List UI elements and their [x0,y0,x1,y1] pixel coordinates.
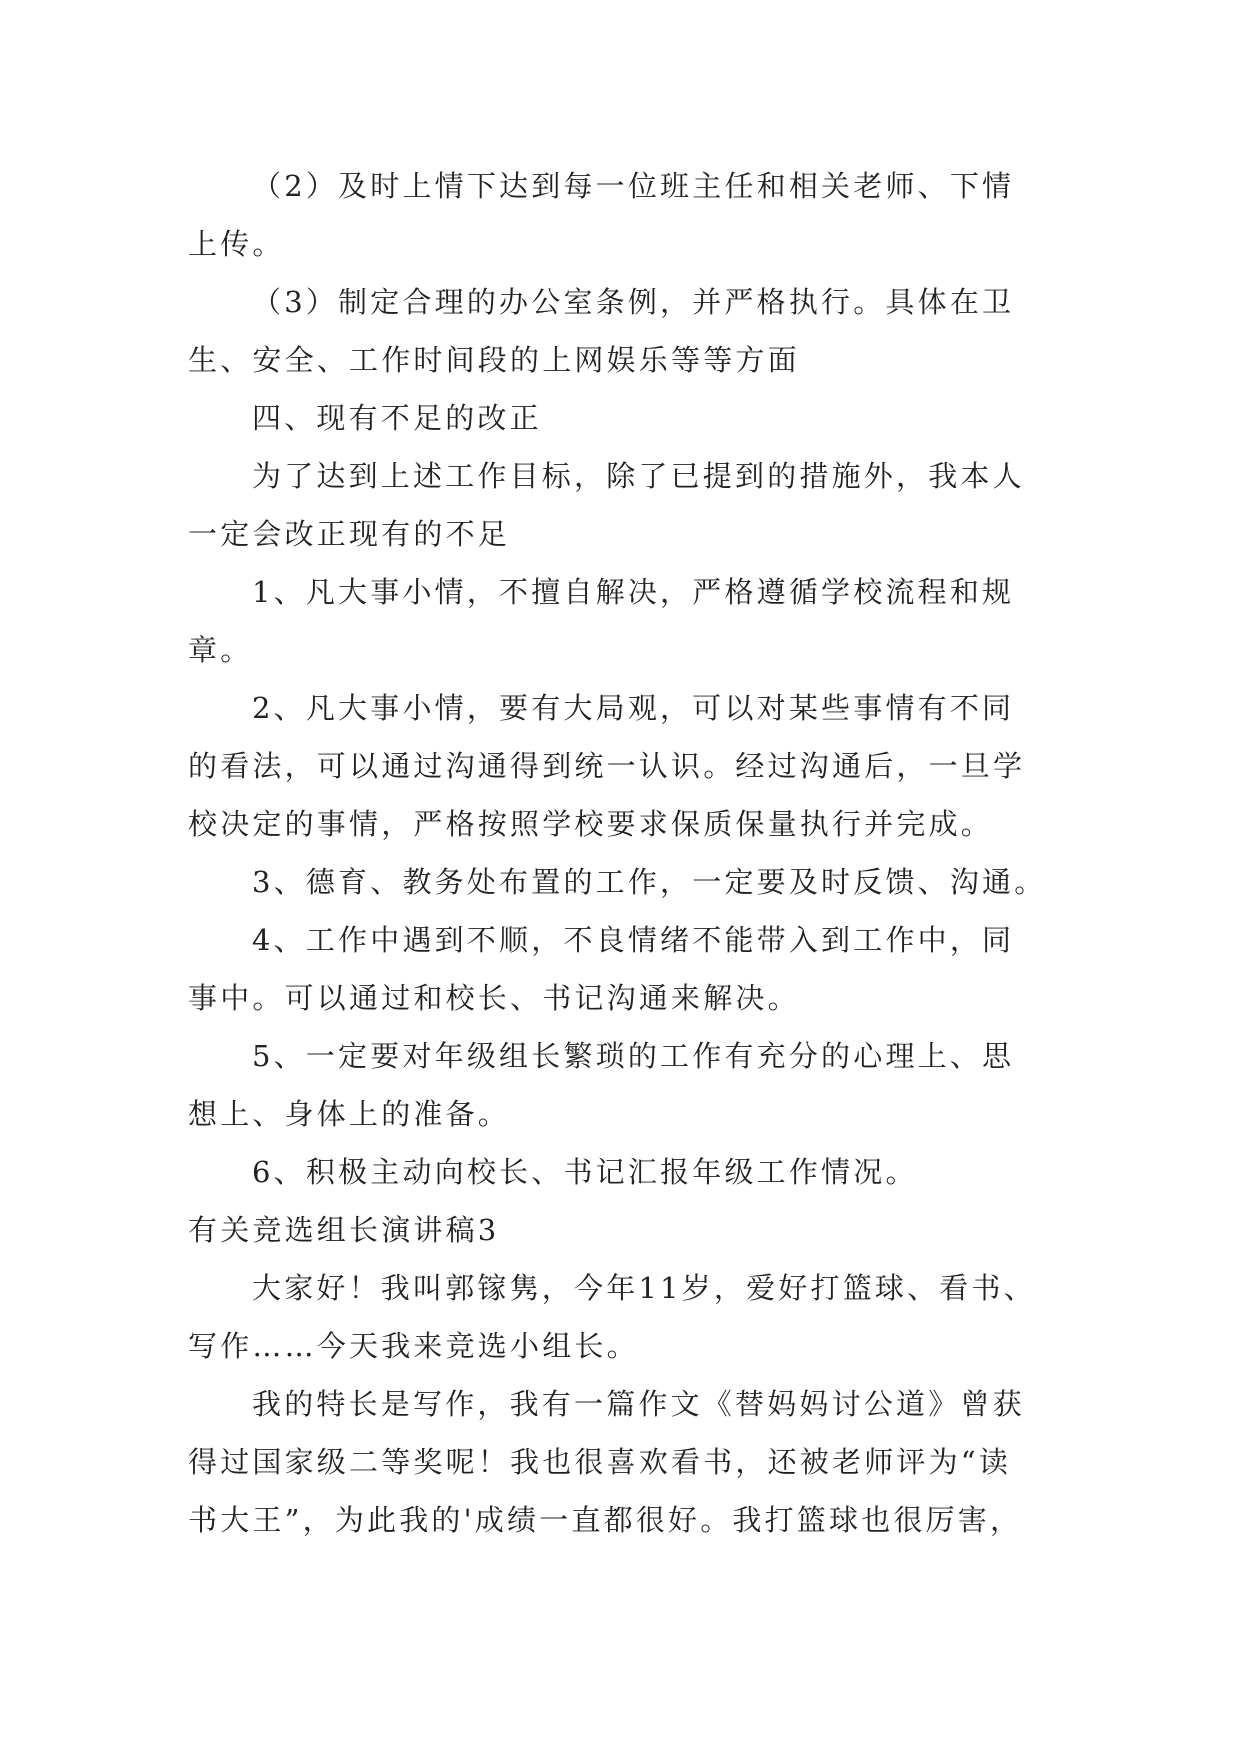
paragraph-line: 3、德育、教务处布置的工作，一定要及时反馈、沟通。 [252,865,1047,899]
paragraph-line: 写作……今天我来竞选小组长。 [188,1329,639,1363]
paragraph-line: 章。 [188,633,253,667]
paragraph-line: 事中。可以通过和校长、书记沟通来解决。 [188,981,800,1015]
paragraph-line: 的看法，可以通过沟通得到统一认识。经过沟通后，一旦学 [188,749,1026,783]
paragraph-line: 想上、身体上的准备。 [188,1097,511,1131]
paragraph-line: （2）及时上情下达到每一位班主任和相关老师、下情 [252,169,1015,203]
paragraph-line: 为了达到上述工作目标，除了已提到的措施外，我本人 [252,459,1025,493]
section-heading: 四、现有不足的改正 [252,401,542,435]
paragraph-line: （3）制定合理的办公室条例，并严格执行。具体在卫 [252,285,1015,319]
section-title: 有关竞选组长演讲稿3 [188,1213,500,1247]
paragraph-line: 我的特长是写作，我有一篇作文《替妈妈讨公道》曾获 [252,1387,1025,1421]
paragraph-line: 校决定的事情，严格按照学校要求保质保量执行并完成。 [188,807,994,841]
paragraph-line: 5、一定要对年级组长繁琐的工作有充分的心理上、思 [252,1039,1015,1073]
paragraph-line: 书大王”，为此我的'成绩一直都很好。我打篮球也很厉害， [188,1503,1023,1537]
paragraph-line: 大家好！我叫郭镓隽，今年11岁，爱好打篮球、看书、 [252,1271,1036,1305]
paragraph-line: 1、凡大事小情，不擅自解决，严格遵循学校流程和规 [252,575,1015,609]
paragraph-line: 4、工作中遇到不顺，不良情绪不能带入到工作中，同 [252,923,1015,957]
paragraph-line: 生、安全、工作时间段的上网娱乐等等方面 [188,343,800,377]
paragraph-line: 得过国家级二等奖呢！我也很喜欢看书，还被老师评为“读 [188,1445,1012,1479]
document-body [188,157,1068,1549]
paragraph-line: 6、积极主动向校长、书记汇报年级工作情况。 [252,1155,918,1189]
paragraph-line: 2、凡大事小情，要有大局观，可以对某些事情有不同 [252,691,1015,725]
paragraph-line: 上传。 [188,227,285,261]
paragraph-line: 一定会改正现有的不足 [188,517,511,551]
